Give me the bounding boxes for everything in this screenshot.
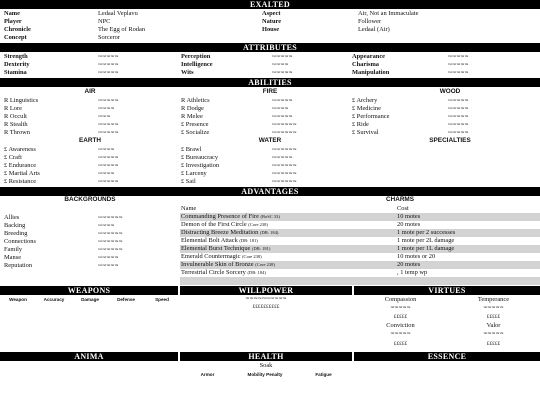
ability-dots: ™™™™ bbox=[272, 106, 289, 111]
ability-name: £ Sail bbox=[181, 178, 196, 185]
abilities-header: ABILITIES bbox=[0, 78, 540, 87]
ability-dots: ™™™™™ bbox=[448, 98, 469, 103]
background-dots: ™™™™™™ bbox=[98, 231, 123, 236]
background-dots: ™™™™™™ bbox=[98, 215, 123, 220]
valor-boxes: £££££ bbox=[486, 341, 501, 347]
ability-name: £ Craft bbox=[4, 154, 22, 161]
speed-col-header: Speed bbox=[155, 297, 169, 302]
background-name: Connections bbox=[4, 238, 36, 245]
background-dots: ™™™™™ bbox=[98, 263, 119, 268]
ability-name: £ Archery bbox=[352, 97, 378, 104]
charm-name: Commanding Presence of Fire (BoSC 33) bbox=[181, 213, 280, 220]
ability-dots: ™™™™™ bbox=[98, 122, 119, 127]
strength-dots: ™™™™™ bbox=[98, 54, 119, 59]
ability-name: £ Resistance bbox=[4, 178, 37, 185]
ability-dots: ™™™™™™ bbox=[272, 122, 297, 127]
concept-value: Sorceror bbox=[98, 34, 121, 41]
ability-name: £ Performance bbox=[352, 113, 390, 120]
valor-dots: ™™™™™ bbox=[483, 331, 504, 336]
ability-dots: ™™™™™ bbox=[98, 130, 119, 135]
essence-header: ESSENCE bbox=[354, 352, 540, 361]
charm-cost: 10 motes bbox=[397, 213, 421, 220]
weapons-header: WEAPONS bbox=[0, 286, 178, 295]
virtues-header: VIRTUES bbox=[354, 286, 540, 295]
ability-name: £ Medicine bbox=[352, 105, 381, 112]
ability-name: R Athletics bbox=[181, 97, 210, 104]
defense-col-header: Defense bbox=[117, 297, 135, 302]
temperance-label: Temperance bbox=[477, 296, 510, 303]
concept-label: Concept bbox=[4, 34, 27, 41]
specialties-heading: SPECIALTIES bbox=[429, 137, 471, 144]
compassion-boxes: £££££ bbox=[393, 314, 408, 320]
appearance-label: Appearance bbox=[352, 53, 386, 60]
ability-name: £ Socialize bbox=[181, 129, 210, 136]
background-dots: ™™™™™™ bbox=[98, 239, 123, 244]
ability-name: £ Brawl bbox=[181, 146, 202, 153]
house-label: House bbox=[262, 26, 280, 33]
player-label: Player bbox=[4, 18, 22, 25]
background-dots: ™™™™™™ bbox=[98, 247, 123, 252]
temperance-dots: ™™™™™ bbox=[483, 305, 504, 310]
ability-dots: ™™™™™ bbox=[448, 122, 469, 127]
valor-label: Valor bbox=[486, 322, 501, 329]
background-name: Allies bbox=[4, 214, 20, 221]
ability-dots: ™™™™™™ bbox=[272, 171, 297, 176]
charm-name: Demon of the First Circle (Core 238) bbox=[181, 221, 268, 228]
wits-dots: ™™™™™ bbox=[272, 70, 293, 75]
background-dots: ™™™™™ bbox=[98, 255, 119, 260]
intelligence-dots: ™™™™ bbox=[272, 62, 289, 67]
house-value: Ledaal (Air) bbox=[358, 26, 390, 33]
ability-name: £ Martial Arts bbox=[4, 170, 40, 177]
background-name: Backing bbox=[4, 222, 26, 229]
charisma-dots: ™™™™™ bbox=[448, 62, 469, 67]
willpower-dots: ™™™™™™™™™™ bbox=[245, 296, 287, 301]
ability-dots: ™™™™™ bbox=[98, 179, 119, 184]
conviction-boxes: £££££ bbox=[393, 341, 408, 347]
ability-dots: ™™™™ bbox=[98, 106, 115, 111]
charms-cost-header: Cost bbox=[397, 205, 409, 212]
ability-name: £ Presence bbox=[181, 121, 209, 128]
backgrounds-heading: BACKGROUNDS bbox=[64, 196, 116, 203]
ability-name: £ Larceny bbox=[181, 170, 207, 177]
air-heading: AIR bbox=[84, 88, 96, 95]
ability-name: R Linguistics bbox=[4, 97, 39, 104]
armor-col-header: Armor bbox=[200, 372, 215, 377]
attributes-header: ATTRIBUTES bbox=[0, 43, 540, 52]
damage-col-header: Damage bbox=[81, 297, 99, 302]
charisma-label: Charisma bbox=[352, 61, 379, 68]
ability-dots: ™™™™™ bbox=[272, 114, 293, 119]
background-dots: ™™™™ bbox=[98, 223, 115, 228]
nature-value: Follower bbox=[358, 18, 382, 25]
stamina-label: Stamina bbox=[4, 69, 27, 76]
charm-name: Emerald Countermagic (Core 238) bbox=[181, 253, 262, 260]
wits-label: Wits bbox=[181, 69, 194, 76]
chronicle-label: Chronicle bbox=[4, 26, 31, 33]
ability-name: R Dodge bbox=[181, 105, 204, 112]
ability-dots: ™™™™™™ bbox=[272, 147, 297, 152]
ability-dots: ™™™™™™ bbox=[272, 163, 297, 168]
ability-dots: ™™™™ bbox=[98, 171, 115, 176]
chronicle-value: The Egg of Rodan bbox=[98, 26, 146, 33]
mobility-col-header: Mobility Penalty bbox=[247, 372, 283, 377]
ability-name: £ Awareness bbox=[4, 146, 36, 153]
charm-row-shade bbox=[180, 277, 540, 285]
ability-name: £ Investigation bbox=[181, 162, 220, 169]
ability-name: R Thrown bbox=[4, 129, 30, 136]
charm-cost: 1 mote per 2 successes bbox=[397, 229, 456, 236]
ability-dots: ™™™™™ bbox=[448, 130, 469, 135]
charm-cost: 1 mote per 1L damage bbox=[397, 245, 455, 252]
charm-cost: 20 motes bbox=[397, 261, 421, 268]
charms-heading: CHARMS bbox=[385, 196, 415, 203]
ability-name: £ Endurance bbox=[4, 162, 37, 169]
ability-dots: ™™™™ bbox=[98, 147, 115, 152]
ability-dots: ™™™™™™ bbox=[272, 130, 297, 135]
ability-dots: ™™™ bbox=[98, 114, 111, 119]
ability-name: R Melee bbox=[181, 113, 203, 120]
ability-dots: ™™™™™ bbox=[272, 155, 293, 160]
charm-name: Elemental Bolt Attack (DB: 181) bbox=[181, 237, 258, 244]
charms-name-header: Name bbox=[181, 205, 197, 212]
charm-name: Elemental Burst Technique (DB: 181) bbox=[181, 245, 271, 252]
background-name: Reputation bbox=[4, 262, 33, 269]
dexterity-label: Dexterity bbox=[4, 61, 30, 68]
conviction-dots: ™™™™™ bbox=[390, 331, 411, 336]
ability-dots: ™™™™™ bbox=[272, 98, 293, 103]
charm-cost: 10 motes or 20 bbox=[397, 253, 436, 260]
health-header: HEALTH bbox=[180, 352, 352, 361]
wood-heading: WOOD bbox=[439, 88, 461, 95]
ability-name: R Lore bbox=[4, 105, 22, 112]
conviction-label: Conviction bbox=[386, 322, 415, 329]
ability-dots: ™™™™™ bbox=[98, 163, 119, 168]
ability-name: £ Survival bbox=[352, 129, 379, 136]
charm-name: Distracting Breeze Meditation (DB: 184) bbox=[181, 229, 279, 236]
compassion-dots: ™™™™™ bbox=[390, 305, 411, 310]
ability-name: £ Bureaucracy bbox=[181, 154, 219, 161]
charm-name: Terrestrial Circle Sorcery (DB: 184) bbox=[181, 269, 266, 276]
ability-name: £ Ride bbox=[352, 121, 369, 128]
background-name: Breeding bbox=[4, 230, 28, 237]
accuracy-col-header: Accuracy bbox=[43, 297, 65, 302]
charm-cost: 20 motes bbox=[397, 221, 421, 228]
ability-dots: ™™™™™ bbox=[448, 106, 469, 111]
compassion-label: Compassion bbox=[384, 296, 417, 303]
ability-dots: ™™™™™ bbox=[98, 98, 119, 103]
aspect-label: Aspect bbox=[262, 10, 281, 17]
earth-heading: EARTH bbox=[78, 137, 101, 144]
soak-label: Soak bbox=[259, 362, 273, 369]
appearance-dots: ™™™™™ bbox=[448, 54, 469, 59]
perception-dots: ™™™™™ bbox=[272, 54, 293, 59]
weapon-col-header: Weapon bbox=[9, 297, 27, 302]
player-value: NPC bbox=[98, 18, 111, 25]
exalted-header: EXALTED bbox=[0, 0, 540, 9]
ability-name: R Occult bbox=[4, 113, 27, 120]
advantages-header: ADVANTAGES bbox=[0, 187, 540, 196]
dexterity-dots: ™™™™™ bbox=[98, 62, 119, 67]
name-value: Ledaal Veplavu bbox=[98, 10, 138, 17]
charm-cost: 1 mote per 2L damage bbox=[397, 237, 455, 244]
ability-dots: ™™™™™™ bbox=[272, 179, 297, 184]
perception-label: Perception bbox=[181, 53, 211, 60]
temperance-boxes: £££££ bbox=[486, 314, 501, 320]
background-name: Manse bbox=[4, 254, 22, 261]
willpower-boxes: ££££££££££ bbox=[252, 304, 280, 310]
fire-heading: FIRE bbox=[262, 88, 278, 95]
manipulation-label: Manipulation bbox=[352, 69, 390, 76]
background-name: Family bbox=[4, 246, 23, 253]
charm-cost: , 1 temp wp bbox=[397, 269, 428, 276]
name-label: Name bbox=[4, 10, 20, 17]
aspect-value: Air, Not an Immaculate bbox=[358, 10, 419, 17]
stamina-dots: ™™™™™ bbox=[98, 70, 119, 75]
water-heading: WATER bbox=[258, 137, 282, 144]
ability-name: R Stealth bbox=[4, 121, 28, 128]
nature-label: Nature bbox=[262, 18, 282, 25]
intelligence-label: Intelligence bbox=[181, 61, 213, 68]
manipulation-dots: ™™™™™ bbox=[448, 70, 469, 75]
anima-header: ANIMA bbox=[0, 352, 178, 361]
willpower-header: WILLPOWER bbox=[180, 286, 352, 295]
strength-label: Strength bbox=[4, 53, 28, 60]
ability-dots: ™™™™™ bbox=[98, 155, 119, 160]
charm-name: Invulnerable Skin of Bronze (Core 238) bbox=[181, 261, 275, 268]
fatigue-col-header: Fatigue bbox=[315, 372, 332, 377]
ability-dots: ™™™™™ bbox=[448, 114, 469, 119]
